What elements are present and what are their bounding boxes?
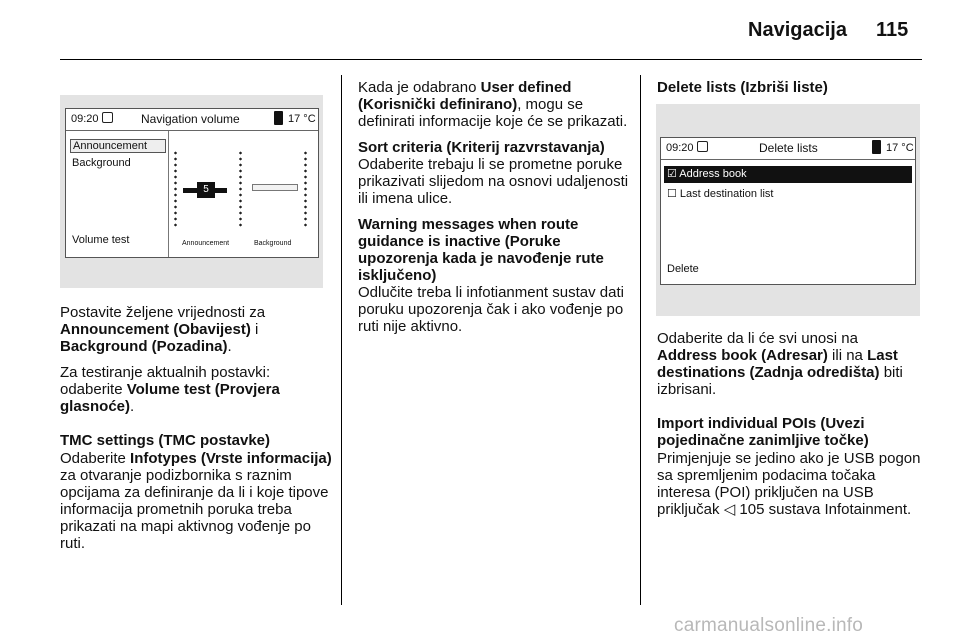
column-3-text	[657, 330, 922, 527]
text: za otvaranje podizbornika s raznim opcijama za definiranje da li i koje tipove informacija prometnih poruka treba prikazati na mapi aktivnog vođenje po ruti.	[60, 467, 329, 552]
section-heading: Warning messages when route guidance is inactive (Poruke upozorenja kada je navođenje rute isključeno)	[358, 216, 604, 284]
screen1-frame	[60, 95, 323, 288]
text: Postavite željene vrijednosti za	[60, 304, 266, 321]
menu-item-background[interactable]	[72, 157, 131, 169]
paragraph: Odaberite trebaju li se prometne poruke prikazivati slijedom na osnovi udaljenosti ili imena ulice.	[358, 156, 629, 207]
term: Infotypes (Vrste informacija)	[130, 450, 332, 467]
temperature: 17 °C	[288, 113, 316, 125]
navigation-volume-screen	[65, 108, 319, 258]
paragraph: Odlučite treba li infotianment sustav dati poruku upozorenja čak i ako vođenje po ruti nije aktivno.	[358, 284, 624, 335]
section-heading: Delete lists (Izbriši liste)	[657, 79, 828, 96]
section-heading: TMC settings (TMC postavke)	[60, 432, 271, 449]
text: , mogu se definirati informacije koje će se prikazati.	[358, 96, 628, 130]
delete-lists-screen	[660, 137, 916, 285]
status-bar	[661, 138, 915, 160]
column-1-text	[60, 304, 332, 561]
section-heading: Import individual POIs (Uvezi pojedinačne zanimljive točke)	[657, 415, 869, 449]
page-reference-arrow-icon[interactable]: ◁	[723, 501, 736, 518]
clock-time: 09:20	[71, 113, 99, 125]
paragraph	[60, 304, 332, 355]
watermark: carmanualsonline.info	[674, 615, 864, 636]
announcement-slider-knob[interactable]	[197, 182, 215, 198]
text: Kada je odabrano	[358, 79, 481, 96]
temperature: 17 °C	[886, 142, 914, 154]
paragraph	[657, 330, 922, 398]
clock-time: 09:20	[666, 142, 694, 154]
menu-item-label: Background	[72, 157, 131, 169]
menu-item-volume-test[interactable]	[72, 234, 129, 246]
column-2-text	[358, 79, 630, 344]
background-slider-track[interactable]	[252, 184, 298, 191]
text: .	[227, 338, 232, 355]
text: Primjenjuje se jedino ako je USB pogon sa spremljenim podacima točaka interesa (POI) priključen na USB priključak	[657, 450, 921, 518]
section-heading: Sort criteria (Kriterij razvrstavanja)	[358, 139, 605, 156]
phone-icon	[872, 140, 881, 154]
paragraph	[657, 450, 922, 518]
delete-button[interactable]	[667, 263, 699, 275]
status-bar	[66, 109, 318, 131]
list-item-label: ☐ Last destination list	[667, 188, 774, 200]
delete-button-label: Delete	[667, 263, 699, 275]
list-item-last-destinations[interactable]	[667, 187, 773, 200]
dotted-scale-2	[239, 150, 242, 228]
slider-label-announcement: Announcement	[182, 240, 230, 247]
term: Volume test (Provjera glasnoće)	[60, 381, 280, 415]
phone-icon	[274, 111, 283, 125]
screen-title: Navigation volume	[141, 112, 240, 126]
column-3-heading	[657, 79, 922, 96]
text: biti izbrisani.	[657, 364, 903, 398]
dotted-scale-3	[304, 150, 307, 228]
menu-item-announcement[interactable]	[70, 139, 166, 153]
menu-item-label: Announcement	[73, 140, 147, 152]
slider-value: 5	[203, 184, 209, 195]
term: User defined (Korisnički definirano)	[358, 79, 572, 113]
term: Address book (Adresar)	[657, 347, 828, 364]
screen-title: Delete lists	[759, 141, 818, 155]
text: .	[130, 398, 135, 415]
dotted-scale-1	[174, 150, 177, 228]
text: Odaberite da li će svi unosi na	[657, 330, 858, 347]
list-item-label: ☑ Address book	[667, 168, 747, 180]
column-divider-1	[341, 75, 342, 605]
paragraph	[60, 450, 332, 552]
text: 105 sustava Infotainment.	[735, 501, 912, 518]
screen2-frame	[656, 104, 920, 316]
menu-item-label: Volume test	[72, 234, 130, 246]
clock-icon	[102, 112, 113, 123]
menu-divider	[168, 131, 169, 257]
slider-label-background: Background	[254, 240, 292, 247]
term: Background (Pozadina)	[60, 338, 228, 355]
page-header-title: Navigacija	[748, 19, 847, 41]
term: Announcement (Obavijest)	[60, 321, 251, 338]
text: i	[250, 321, 259, 338]
paragraph	[358, 79, 630, 130]
text: ili na	[827, 347, 868, 364]
column-divider-2	[640, 75, 641, 605]
text: Za testiranje aktualnih postavki: odaberite	[60, 364, 271, 398]
page-number: 115	[876, 19, 909, 41]
header-rule	[60, 59, 922, 60]
clock-icon	[697, 141, 708, 152]
list-item-address-book[interactable]	[664, 166, 912, 183]
term: Last destinations (Zadnja odredišta)	[657, 347, 898, 381]
text: Odaberite	[60, 450, 131, 467]
paragraph	[60, 364, 332, 415]
